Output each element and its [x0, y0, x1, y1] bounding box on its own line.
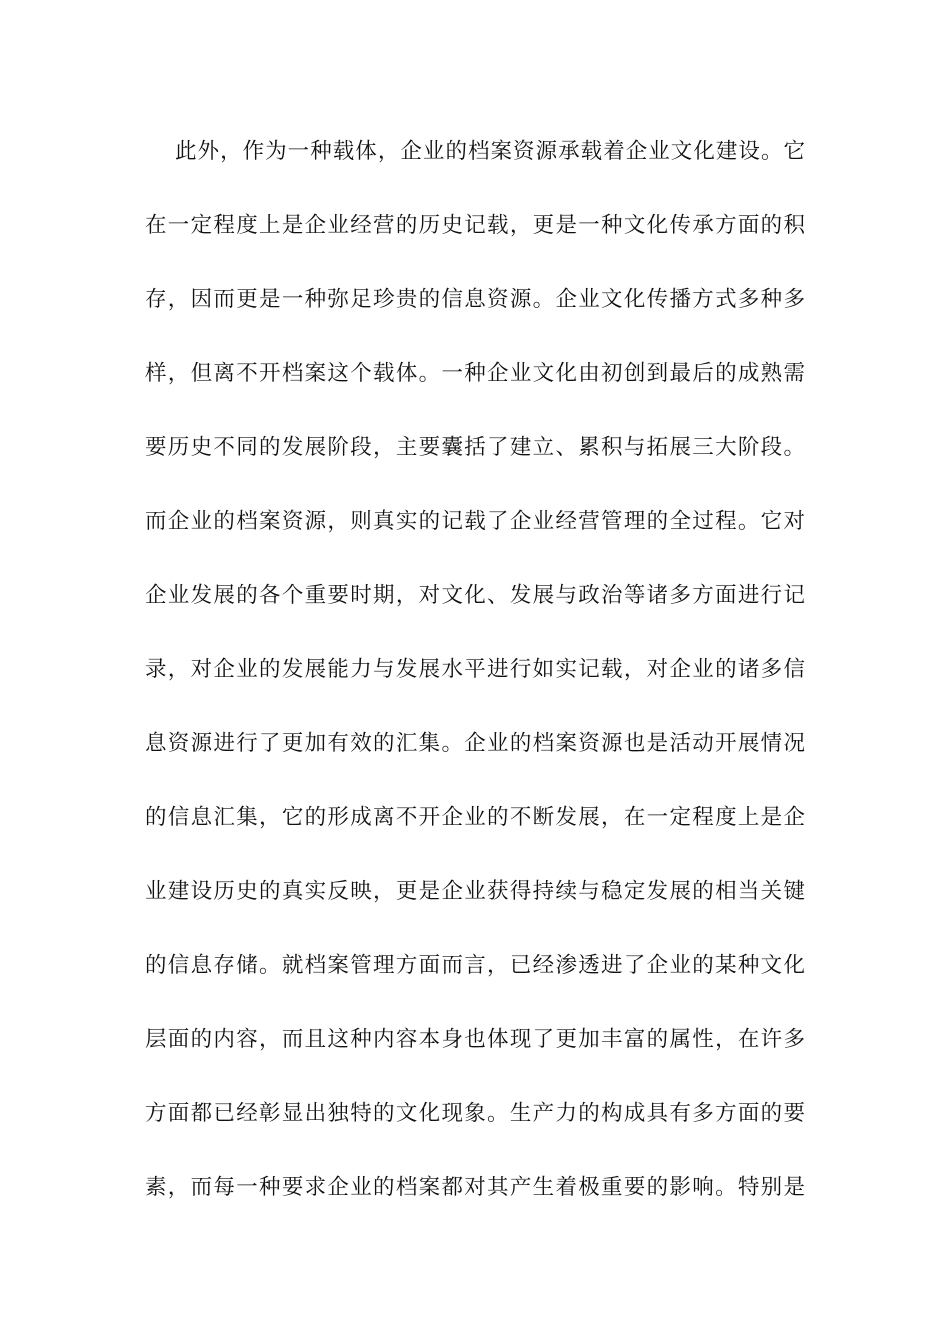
paragraph-line: 素，而每一种要求企业的档案都对其产生着极重要的影响。特别是 [145, 1175, 805, 1200]
paragraph-line: 企业发展的各个重要时期，对文化、发展与政治等诸多方面进行记 [145, 583, 805, 608]
paragraph-line: 在一定程度上是企业经营的历史记载，更是一种文化传承方面的积 [145, 213, 805, 238]
paragraph-line: 样，但离不开档案这个载体。一种企业文化由初创到最后的成熟需 [145, 361, 805, 386]
paragraph-line: 录，对企业的发展能力与发展水平进行如实记载，对企业的诸多信 [145, 657, 805, 682]
body-paragraph [145, 132, 805, 1242]
paragraph-line: 而企业的档案资源，则真实的记载了企业经营管理的全过程。它对 [145, 509, 805, 534]
paragraph-line: 层面的内容，而且这种内容本身也体现了更加丰富的属性，在许多 [145, 1027, 805, 1052]
paragraph-line: 存，因而更是一种弥足珍贵的信息资源。企业文化传播方式多种多 [145, 287, 805, 312]
paragraph-line: 业建设历史的真实反映，更是企业获得持续与稳定发展的相当关键 [145, 879, 805, 904]
paragraph-line: 要历史不同的发展阶段，主要囊括了建立、累积与拓展三大阶段。 [145, 435, 805, 460]
paragraph-line: 的信息存储。就档案管理方面而言，已经渗透进了企业的某种文化 [145, 953, 805, 978]
paragraph-line: 方面都已经彰显出独特的文化现象。生产力的构成具有多方面的要 [145, 1101, 805, 1126]
paragraph-line: 的信息汇集，它的形成离不开企业的不断发展，在一定程度上是企 [145, 805, 805, 830]
paragraph-line: 息资源进行了更加有效的汇集。企业的档案资源也是活动开展情况 [145, 731, 805, 756]
paragraph-line: 此外，作为一种载体，企业的档案资源承载着企业文化建设。它 [175, 139, 805, 164]
